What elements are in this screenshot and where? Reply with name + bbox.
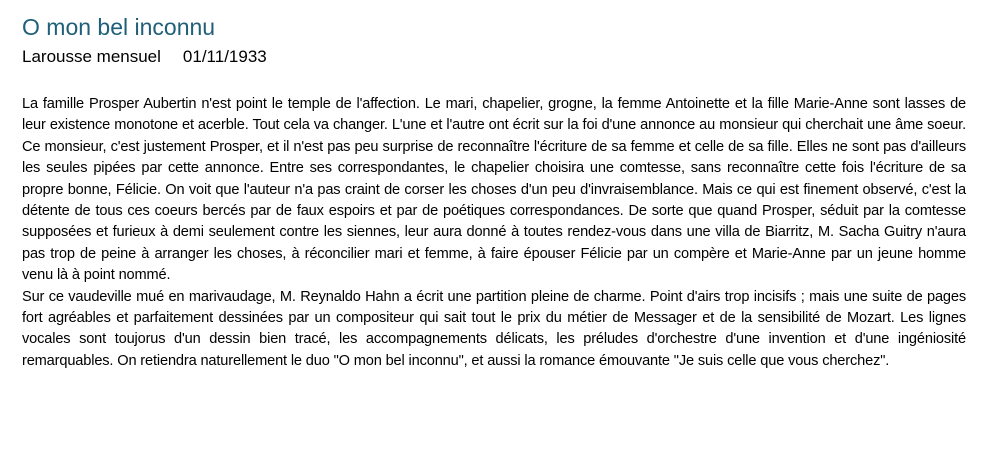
article-body [22, 94, 966, 372]
article-paragraph: Sur ce vaudeville mué en marivaudage, M. Reynaldo Hahn a écrit une partition pleine de charme. Point d'airs trop incisifs ; mais une suite de pages fort agréables et parfaitement dessinées par un compositeur qui sait tout le prix du métier de Messager et de la sensibilité de Mozart. Les lignes vocales sont toujorus d'un dessin bien tracé, les accompagnements délicats, les préludes d'orchestre d'une invention et d'une ingéniosité remarquables. On retiendra naturellement le duo "O mon bel inconnu", et aussi la romance émouvante "Je suis celle que vous cherchez". [22, 288, 966, 369]
article-title: O mon bel inconnu [22, 14, 216, 40]
article-paragraph: La famille Prosper Aubertin n'est point le temple de l'affection. Le mari, chapelier, grogne, la femme Antoinette et la fille Marie-Anne sont lasses de leur existence monotone et acerble. Tout cela va changer. L'une et l'autre ont écrit sur la foi d'une annonce au monsieur qui cherchait une âme soeur. Ce monsieur, c'est justement Prosper, et il n'est pas peu surprise de reconnaître l'écriture de sa femme et celle de sa fille. Elles ne sont pas d'ailleurs les seules pipées par cette annonce. Entre ses correspondantes, le chapelier choisira une comtesse, sans reconnaître cette fois l'écriture de sa propre bonne, Félicie. On voit que l'auteur n'a pas craint de corser les choses d'un peu d'invraisemblance. Mais ce qui est finement observé, c'est la détente de tous ces coeurs bercés par de faux espoirs et par de poétiques correspondances. De sorte que quand Prosper, séduit par la comtesse supposées et furieux à demi seulement contre les siennes, leur aura donné à toutes rendez-vous dans une villa de Biarritz, M. Sacha Guitry n'aura pas trop de peine à arranger les choses, à réconcilier mari et femme, à faire épouser Félicie par un compère et Marie-Anne par un jeune homme venu là à point nommé. [22, 96, 966, 284]
article [22, 0, 966, 372]
article-date: 01/11/1933 [182, 47, 267, 66]
article-source: Larousse mensuel [22, 47, 161, 66]
article-meta [22, 46, 966, 68]
